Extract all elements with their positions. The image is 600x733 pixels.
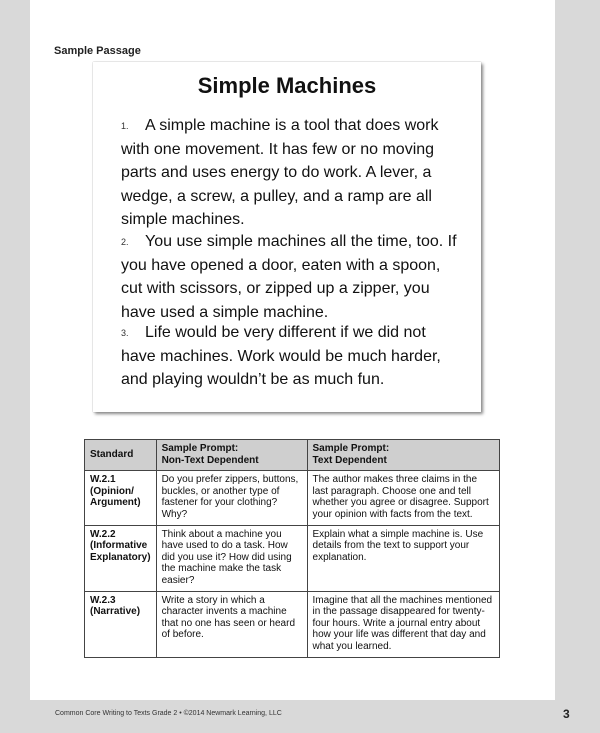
table-row bbox=[85, 471, 500, 525]
text-prompt: Imagine that all the machines mentioned in the passage disappeared for twenty-four hours. Write a journal entry about how your life was different that day and what you learned. bbox=[307, 591, 499, 657]
header-line: Sample Prompt: bbox=[161, 443, 239, 454]
header-standard: Standard bbox=[85, 440, 157, 471]
paragraph-text: Life would be very different if we did not have machines. Work would be much harder, and playing wouldn’t be as much fun. bbox=[121, 324, 441, 389]
standard-type: (Informative bbox=[90, 540, 148, 552]
page-number: 3 bbox=[563, 707, 570, 721]
paragraph-3 bbox=[121, 321, 461, 392]
paragraph-text: A simple machine is a tool that does work with one movement. It has few or no moving parts and uses energy to do work. A lever, a wedge, a screw, a pulley, and a ramp are all simple machines. bbox=[121, 117, 439, 228]
standard-code: W.2.1 bbox=[90, 474, 116, 486]
paragraph-number: 3. bbox=[121, 328, 129, 338]
standard-code: W.2.2 bbox=[90, 528, 116, 540]
standard-cell bbox=[85, 591, 157, 657]
header-line: Text Dependent bbox=[312, 454, 387, 466]
standard-type: (Narrative) bbox=[90, 606, 141, 618]
standard-cell bbox=[85, 525, 157, 591]
header-text-dependent bbox=[307, 440, 499, 471]
non-text-prompt: Do you prefer zippers, buttons, buckles, or another type of fastener for your clothing? Why? bbox=[156, 471, 307, 525]
section-label: Sample Passage bbox=[54, 45, 141, 57]
header-non-text-dependent bbox=[156, 440, 307, 471]
paragraph-text: You use simple machines all the time, too. If you have opened a door, eaten with a spoon, cut with scissors, or zipped up a zipper, you have used a simple machine. bbox=[121, 233, 457, 321]
header-line: Non-Text Dependent bbox=[161, 454, 259, 466]
standard-type: Argument) bbox=[90, 497, 141, 509]
paragraph-1 bbox=[121, 114, 461, 231]
standards-table bbox=[84, 439, 500, 658]
table-row bbox=[85, 591, 500, 657]
non-text-prompt: Think about a machine you have used to do a task. How did you use it? How did using the machine make the task easier? bbox=[156, 525, 307, 591]
paragraph-number: 1. bbox=[121, 121, 129, 131]
standard-cell bbox=[85, 471, 157, 525]
paragraph-2 bbox=[121, 230, 461, 324]
standard-type: (Opinion/ bbox=[90, 485, 134, 497]
footer bbox=[0, 700, 600, 733]
table-row bbox=[85, 525, 500, 591]
non-text-prompt: Write a story in which a character invents a machine that no one has seen or heard of before. bbox=[156, 591, 307, 657]
passage-title: Simple Machines bbox=[197, 73, 377, 98]
text-prompt: Explain what a simple machine is. Use details from the text to support your explanation. bbox=[307, 525, 499, 591]
passage-card bbox=[93, 62, 481, 412]
standard-code: W.2.3 bbox=[90, 594, 116, 606]
table-header-row bbox=[85, 440, 500, 471]
standard-type: Explanatory) bbox=[90, 551, 151, 563]
header-line: Sample Prompt: bbox=[312, 443, 390, 454]
paragraph-number: 2. bbox=[121, 237, 129, 247]
text-prompt: The author makes three claims in the last paragraph. Choose one and tell whether you agree or disagree. Support your opinion with facts from the text. bbox=[307, 471, 499, 525]
footer-credit: Common Core Writing to Texts Grade 2 • ©2014 Newmark Learning, LLC bbox=[55, 710, 282, 717]
